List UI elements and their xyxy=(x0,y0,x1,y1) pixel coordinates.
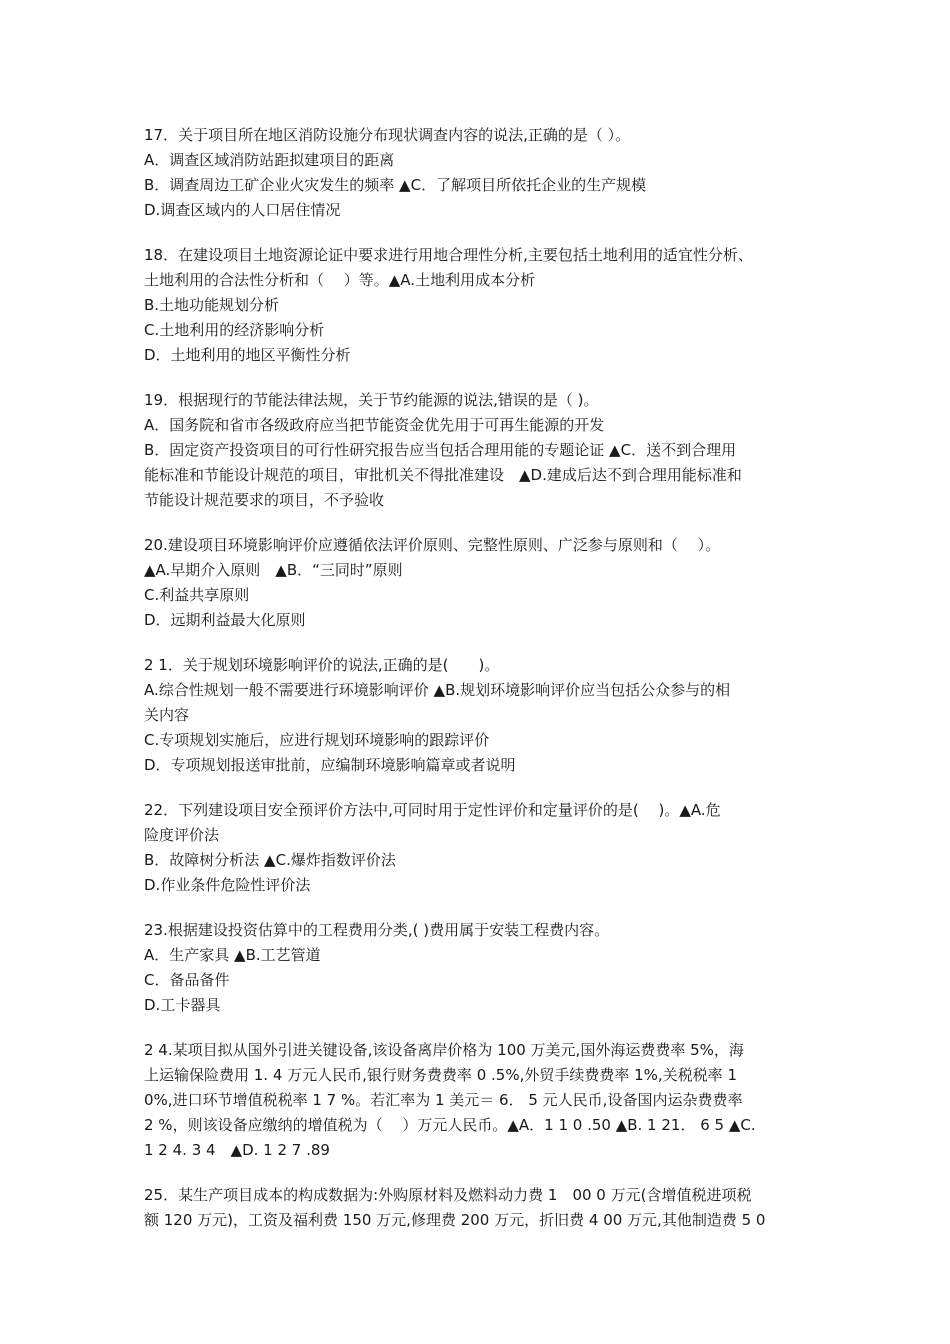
question-24-option-c-d: 1 2 4. 3 4 ▲D. 1 2 7 .89 xyxy=(144,1141,330,1159)
question-21 xyxy=(144,653,824,778)
question-18-stem-cont: 土地利用的合法性分析和（ ）等。▲A.土地利用成本分析 xyxy=(144,271,536,289)
question-20-option-a-b: ▲A.早期介入原则 ▲B．“三同时”原则 xyxy=(144,561,403,579)
question-17-option-a: A．调查区域消防站距拟建项目的距离 xyxy=(144,151,395,169)
question-25-stem: 25．某生产项目成本的构成数据为:外购原材料及燃料动力费 1 00 0 万元(含增值税进项税 xyxy=(144,1186,752,1204)
question-22-stem: 22．下列建设项目安全预评价方法中,可同时用于定性评价和定量评价的是( )。▲A.危 xyxy=(144,801,721,819)
question-25 xyxy=(144,1183,824,1233)
question-20-option-d: D．远期利益最大化原则 xyxy=(144,611,306,629)
question-23 xyxy=(144,918,824,1018)
question-17-stem: 17．关于项目所在地区消防设施分布现状调查内容的说法,正确的是（ ）。 xyxy=(144,126,631,144)
question-17 xyxy=(144,123,824,223)
question-19-option-d-cont: 节能设计规范要求的项目，不予验收 xyxy=(144,491,385,509)
question-21-option-d: D．专项规划报送审批前，应编制环境影响篇章或者说明 xyxy=(144,756,516,774)
question-21-option-a-b: A.综合性规划一般不需要进行环境影响评价 ▲B.规划环境影响评价应当包括公众参与的相 xyxy=(144,681,731,699)
question-24-stem: 2 4.某项目拟从国外引进关键设备,该设备离岸价格为 100 万美元,国外海运费费率 5%，海 xyxy=(144,1041,744,1059)
question-19-stem: 19．根据现行的节能法律法规，关于节约能源的说法,错误的是（ )。 xyxy=(144,391,599,409)
question-21-option-b-cont: 关内容 xyxy=(144,706,190,724)
question-18 xyxy=(144,243,824,368)
question-23-stem: 23.根据建设投资估算中的工程费用分类,( )费用属于安装工程费内容。 xyxy=(144,921,610,939)
question-23-option-d: D.工卡器具 xyxy=(144,996,221,1014)
question-22-option-a-cont: 险度评价法 xyxy=(144,826,220,844)
question-24-options-a-c: 2 %，则该设备应缴纳的增值税为（ ）万元人民币。▲A．1 1 0 .50 ▲B. 1 21． 6 5 ▲C. xyxy=(144,1116,756,1134)
question-18-option-b: B.土地功能规划分析 xyxy=(144,296,280,314)
question-24 xyxy=(144,1038,824,1163)
question-22-option-b-c: B．故障树分析法 ▲C.爆炸指数评价法 xyxy=(144,851,396,869)
question-20-option-c: C.利益共享原则 xyxy=(144,586,250,604)
question-24-stem-cont-1: 上运输保险费用 1. 4 万元人民币,银行财务费费率 0 .5%,外贸手续费费率 1%,关税税率 1 xyxy=(144,1066,737,1084)
question-17-option-d: D.调查区域内的人口居住情况 xyxy=(144,201,341,219)
question-18-option-d: D．土地利用的地区平衡性分析 xyxy=(144,346,351,364)
question-21-option-c: C.专项规划实施后，应进行规划环境影响的跟踪评价 xyxy=(144,731,490,749)
question-19-option-c-d: 能标准和节能设计规范的项目，审批机关不得批准建设 ▲D.建成后达不到合理用能标准和 xyxy=(144,466,742,484)
question-19 xyxy=(144,388,824,513)
question-22 xyxy=(144,798,824,898)
question-18-option-c: C.土地利用的经济影响分析 xyxy=(144,321,325,339)
question-18-stem: 18．在建设项目土地资源论证中要求进行用地合理性分析,主要包括土地利用的适宜性分析、 xyxy=(144,246,753,264)
question-19-option-a: A．国务院和省市各级政府应当把节能资金优先用于可再生能源的开发 xyxy=(144,416,605,434)
question-20-stem: 20.建设项目环境影响评价应遵循依法评价原则、完整性原则、广泛参与原则和（ ）。 xyxy=(144,536,721,554)
question-25-stem-cont: 额 120 万元)，工资及福利费 150 万元,修理费 200 万元，折旧费 4 00 万元,其他制造费 5 0 xyxy=(144,1211,766,1229)
question-17-option-b-c: B．调查周边工矿企业火灾发生的频率 ▲C．了解项目所依托企业的生产规模 xyxy=(144,176,647,194)
question-23-option-c: C．备品备件 xyxy=(144,971,230,989)
question-24-stem-cont-2: 0%,进口环节增值税税率 1 7 %。若汇率为 1 美元＝ 6． 5 元人民币,设备国内运杂费费率 xyxy=(144,1091,743,1109)
question-list xyxy=(144,123,824,1253)
question-23-option-a-b: A．生产家具 ▲B.工艺管道 xyxy=(144,946,321,964)
question-19-option-b: B．固定资产投资项目的可行性研究报告应当包括合理用能的专题论证 ▲C．送不到合理用 xyxy=(144,441,737,459)
question-20 xyxy=(144,533,824,633)
question-21-stem: 2 1．关于规划环境影响评价的说法,正确的是( )。 xyxy=(144,656,500,674)
question-22-option-d: D.作业条件危险性评价法 xyxy=(144,876,311,894)
